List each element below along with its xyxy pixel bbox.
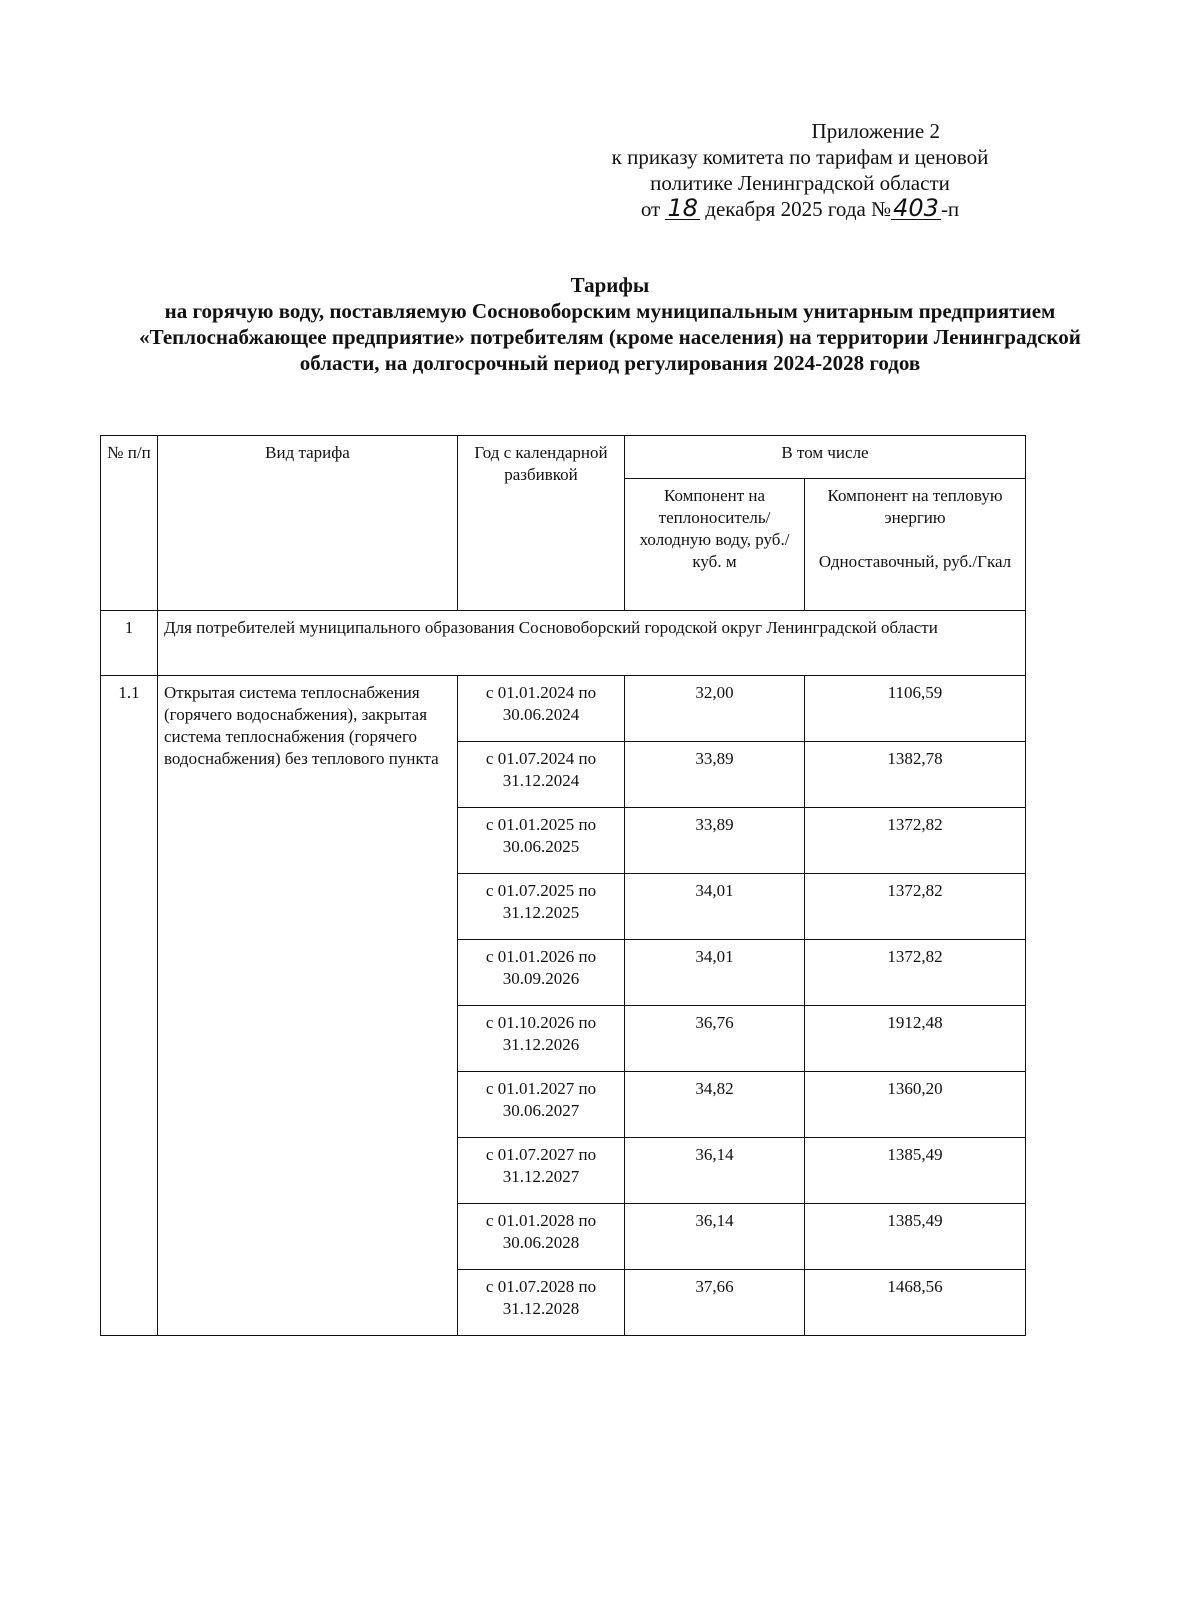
heat-component-cell: 1385,49 [805,1204,1026,1270]
heat-component-cell: 1372,82 [805,940,1026,1006]
water-component-cell: 36,76 [625,1006,805,1072]
period-cell: с 01.01.2026 по 30.09.2026 [458,940,625,1006]
header-component-heat-title: Компонент на тепловую энергию [827,486,1003,527]
handwritten-order-number: 403 [893,194,939,222]
heat-component-cell: 1372,82 [805,808,1026,874]
header-period: Год с календарной разбивкой [458,436,625,611]
table-row [101,676,1026,742]
header-component-water: Компонент на теплоноситель/холодную воду, руб./куб. м [625,479,805,611]
heat-component-cell: 1106,59 [805,676,1026,742]
heat-component-cell: 1382,78 [805,742,1026,808]
group-num: 1.1 [101,676,158,1336]
period-cell: с 01.07.2025 по 31.12.2025 [458,874,625,940]
header-including: В том числе [625,436,1026,479]
title-heading: Тарифы [570,273,650,297]
period-cell: с 01.01.2024 по 30.06.2024 [458,676,625,742]
water-component-cell: 33,89 [625,808,805,874]
period-cell: с 01.07.2027 по 31.12.2027 [458,1138,625,1204]
section-text: Для потребителей муниципального образования Сосновоборский городской округ Ленинградской области [158,611,1026,676]
appendix-title: Приложение 2 [811,119,940,143]
heat-component-cell: 1360,20 [805,1072,1026,1138]
group-tariff-type: Открытая система теплоснабжения (горячего водоснабжения), закрытая система теплоснабжения (горячего водоснабжения) без теплового пункта [158,676,458,1336]
appendix-block [520,118,1080,222]
order-number-suffix: -п [940,197,960,221]
period-cell: с 01.01.2027 по 30.06.2027 [458,1072,625,1138]
water-component-cell: 36,14 [625,1138,805,1204]
appendix-order-line: к приказу комитета по тарифам и ценовой [611,145,989,169]
tariffs-table [100,435,1026,1336]
appendix-date-line [520,196,1080,222]
heat-component-cell: 1468,56 [805,1270,1026,1336]
header-tariff-type: Вид тарифа [158,436,458,611]
header-component-heat-sub: Одноставочный, руб./Гкал [818,552,1012,571]
header-num: № п/п [101,436,158,611]
water-component-cell: 37,66 [625,1270,805,1336]
water-component-cell: 32,00 [625,676,805,742]
title-body: на горячую воду, поставляемую Сосновоборским муниципальным унитарным предприятием «Теплоснабжающее предприятие» потребителям (кроме населения) на территории Ленинградской области, на долгосрочный период регулирования 2024-2028 годов [139,299,1081,375]
section-num: 1 [101,611,158,676]
heat-component-cell: 1372,82 [805,874,1026,940]
heat-component-cell: 1912,48 [805,1006,1026,1072]
period-cell: с 01.01.2028 по 30.06.2028 [458,1204,625,1270]
appendix-committee-line: политике Ленинградской области [650,171,950,195]
date-month-year: декабря 2025 года № [705,197,892,221]
water-component-cell: 34,01 [625,940,805,1006]
water-component-cell: 33,89 [625,742,805,808]
period-cell: с 01.01.2025 по 30.06.2025 [458,808,625,874]
period-cell: с 01.10.2026 по 31.12.2026 [458,1006,625,1072]
period-cell: с 01.07.2028 по 31.12.2028 [458,1270,625,1336]
heat-component-cell: 1385,49 [805,1138,1026,1204]
water-component-cell: 34,82 [625,1072,805,1138]
handwritten-day: 18 [667,194,699,222]
header-component-heat [805,479,1026,611]
date-prefix: от [640,197,661,221]
water-component-cell: 34,01 [625,874,805,940]
water-component-cell: 36,14 [625,1204,805,1270]
period-cell: с 01.07.2024 по 31.12.2024 [458,742,625,808]
section-row [101,611,1026,676]
document-title [110,272,1110,376]
